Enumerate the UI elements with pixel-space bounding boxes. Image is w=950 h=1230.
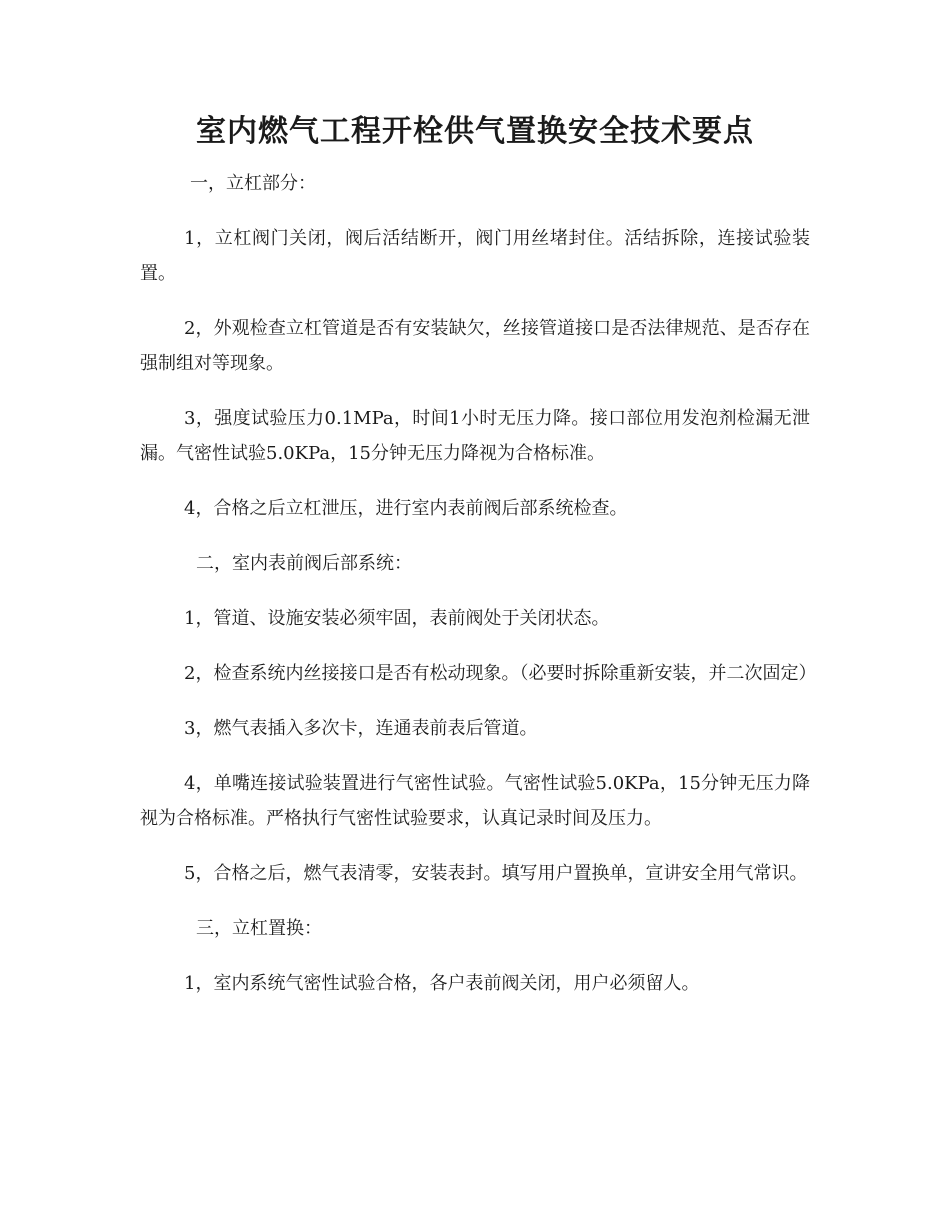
section-1-item-4: 4，合格之后立杠泄压，进行室内表前阀后部系统检查。 [184,498,628,519]
section-1-item-2: 2，外观检查立杠管道是否有安装缺欠，丝接管道接口是否法律规范、是否存在强制组对等现象。 [140,318,810,374]
section-2-item-5: 5，合格之后，燃气表清零，安装表封。填写用户置换单，宣讲安全用气常识。 [184,863,808,884]
section-1-item-3: 3，强度试验压力0.1MPa，时间1小时无压力降。接口部位用发泡剂检漏无泄漏。气密性试验5.0KPa，15分钟无压力降视为合格标准。 [140,408,810,464]
section-heading-2: 二，室内表前阀后部系统： [196,553,412,574]
section-heading-1: 一，立杠部分： [190,173,316,194]
section-1-item-1: 1，立杠阀门关闭，阀后活结断开，阀门用丝堵封住。活结拆除，连接试验装置。 [140,228,810,284]
section-heading-3: 三，立杠置换： [196,918,322,939]
section-2-item-4: 4，单嘴连接试验装置进行气密性试验。气密性试验5.0KPa，15分钟无压力降视为合格标准。严格执行气密性试验要求，认真记录时间及压力。 [140,773,810,829]
section-2-item-2: 2，检查系统内丝接接口是否有松动现象。（必要时拆除重新安装，并二次固定） [184,663,817,684]
section-2-item-3: 3，燃气表插入多次卡，连通表前表后管道。 [184,718,538,739]
section-3-item-1: 1，室内系统气密性试验合格，各户表前阀关闭，用户必须留人。 [184,973,700,994]
section-2-item-1: 1，管道、设施安装必须牢固，表前阀处于关闭状态。 [184,608,610,629]
document-body [140,166,817,1021]
document-title: 室内燃气工程开栓供气置换安全技术要点 [196,114,754,149]
